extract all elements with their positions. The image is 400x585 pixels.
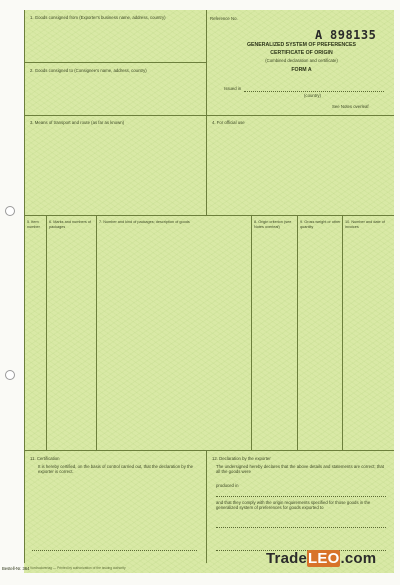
field-3-label: 3. Means of transport and route (as far as known) [30, 120, 125, 125]
watermark-part-b: LEO [308, 550, 340, 567]
form-name: FORM A [291, 67, 312, 73]
certificate-subtitle: (Combined declaration and certificate) [265, 58, 338, 63]
certification-body: It is hereby certified, on the basis of control carried out, that the declaration by the exporter is correct. [38, 464, 194, 475]
field-5-label: 5. Item number [27, 220, 40, 229]
printer-text: Vordruckverlag — Printed by authorization of the issuing authority [30, 566, 126, 570]
issued-in-label: Issued in [224, 86, 242, 91]
field-6-label: 6. Marks and numbers of packages [49, 220, 91, 229]
field-1-label: 1. Goods consigned from (Exporter's business name, address, country) [30, 15, 166, 20]
rule-after-box1 [24, 62, 206, 63]
left-border [24, 10, 25, 563]
field-8-label: 8. Origin criterion (see Notes overleaf) [254, 220, 292, 229]
country-label: (country) [304, 93, 321, 98]
field-4-label: 4. For official use [212, 120, 245, 125]
exported-to-line [216, 527, 386, 528]
declaration-title: 12. Declaration by the exporter [212, 456, 271, 461]
field-7-label: 7. Number and kind of packages; description of goods [99, 220, 190, 224]
serial-number: 898135 [330, 28, 377, 42]
col-divider-8 [297, 215, 298, 450]
col-divider-7 [251, 215, 252, 450]
system-title: GENERALIZED SYSTEM OF PREFERENCES [247, 42, 356, 48]
tradeleo-watermark [266, 550, 376, 567]
reference-label: Reference No. [210, 16, 238, 21]
issued-in-line [244, 91, 384, 92]
serial-letter: A [315, 28, 323, 42]
field-9-label: 9. Gross weight or other quantity [300, 220, 341, 229]
punch-hole-bottom [5, 370, 15, 380]
watermark-part-a: Trade [266, 550, 308, 567]
field-10-label: 10. Number and date of invoices [345, 220, 385, 229]
produced-in-line [216, 496, 386, 497]
declaration-body-2: and that they comply with the origin requirements specified for those goods in the generalized system of preferences for goods exported to [216, 500, 371, 511]
field-2-label: 2. Goods consigned to (Consignee's name, address, country) [30, 68, 147, 73]
lower-divider [206, 450, 207, 563]
form-code: Bestell-Nr. 364 [2, 566, 30, 571]
certification-title: 11. Certification [30, 456, 60, 461]
produced-in-label: produced in [216, 483, 239, 488]
col-divider-5 [46, 215, 47, 450]
certificate-form [24, 10, 394, 573]
certificate-title: CERTIFICATE OF ORIGIN [270, 50, 333, 56]
col-divider-6 [96, 215, 97, 450]
header-divider [206, 10, 207, 215]
rule-after-box2 [24, 115, 394, 116]
watermark-part-c: .com [340, 550, 377, 567]
col-divider-9 [342, 215, 343, 450]
punch-hole-top [5, 206, 15, 216]
certification-signature-line [32, 550, 197, 551]
see-notes-label: See Notes overleaf [332, 104, 369, 109]
rule-after-box3 [24, 215, 394, 216]
declaration-body-1: The undersigned hereby declares that the above details and statements are correct; that all the goods were [216, 464, 384, 475]
rule-before-certification [24, 450, 394, 451]
